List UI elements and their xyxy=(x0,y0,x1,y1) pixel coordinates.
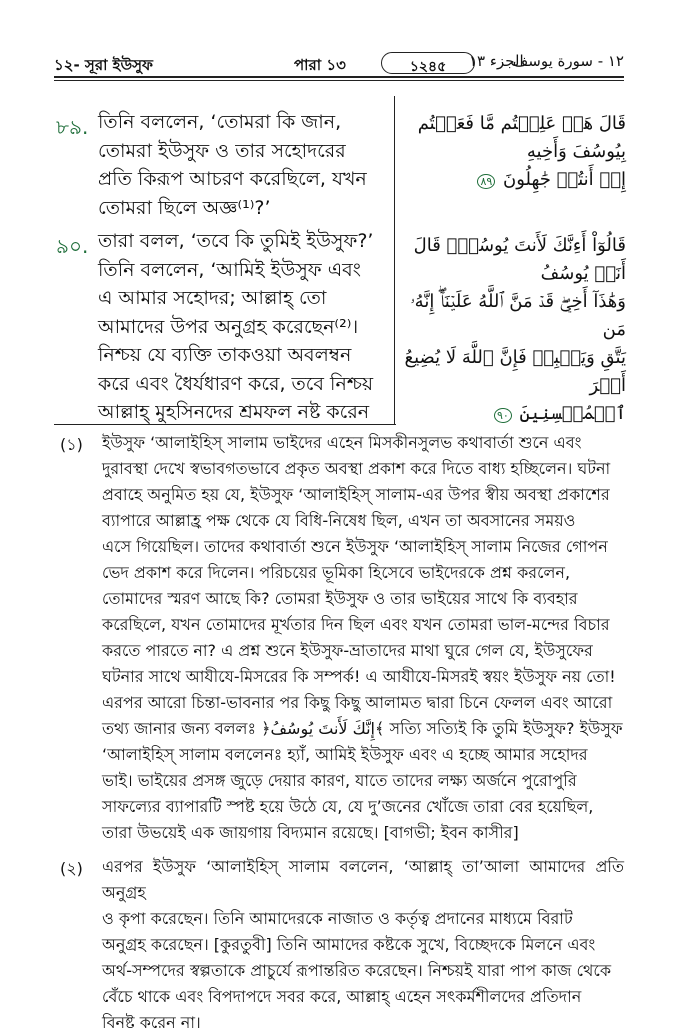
verse-translation xyxy=(98,227,388,427)
footnote-line: এরপর আরো চিন্তা-ভাবনার পর কিছু কিছু আলামত দ্বারা চিনে ফেলল এবং আরো xyxy=(102,693,613,712)
footnote-line: ইউসুফ ‘আলাইহিস্ সালাম ভাইদের এহেন মিসকীনসুলভ কথাবার্তা শুনে এবং xyxy=(102,433,582,452)
footnote-line: অনুগ্রহ করেছেন। [কুরতুবী] তিনি আমাদের কষ্টকে সুখে, বিচ্ছেদকে মিলনে এবং xyxy=(102,935,596,954)
column-divider xyxy=(394,96,395,424)
arabic-line: يَتَّقِ وَيَصۡبِرۡ فَإِنَّ ٱللَّهَ لَا يُضِيعُ أَجۡرَ xyxy=(404,347,626,396)
verse-line: আল্লাহ্ মুহসিনদের শ্রমফল নষ্ট করেন xyxy=(98,401,370,423)
footnote-text xyxy=(102,430,624,846)
arabic-line-text: إِذۡ أَنتُمۡ جَٰهِلُونَ xyxy=(503,169,626,190)
footnote-line: ভেদ প্রকাশ করে দিলেন। পরিচয়ের ভূমিকা হিসেবে ভাইদেরকে প্রশ্ন করলেন, xyxy=(102,563,571,582)
verse-line: প্রতি কিরূপ আচরণ করেছিলে, যখন xyxy=(98,168,367,190)
footnote-number: (২) xyxy=(60,859,83,878)
verse-line: করে এবং ধৈর্যধারণ করে, তবে নিশ্চয় xyxy=(98,372,374,395)
footnote-line: তোমাদের স্মরণ আছে কি? তোমরা ইউসুফ ও তার ভাইয়ের সাথে কি ব্যবহার xyxy=(102,589,578,608)
verse-number: ৮৯. xyxy=(56,115,89,139)
footnote-line: বিনষ্ট করেন না। xyxy=(102,1013,201,1032)
ayah-end-marker: ٩٠ xyxy=(494,408,512,423)
header-rule-thin xyxy=(54,80,624,81)
footnote-line: ‘আলাইহিস্ সালাম বললেনঃ হ্যাঁ, আমিই ইউসুফ এবং এ হচ্ছে আমার সহোদর xyxy=(102,745,588,764)
verse-line: আমাদের উপর অনুগ্রহ করেছেন⁽²⁾। xyxy=(98,315,359,338)
footnote-line: ও কৃপা করেছেন। তিনি আমাদেরকে নাজাত ও কর্তৃত্ব প্রদানের মাধ্যমে বিরাট xyxy=(102,909,573,928)
footnote-line: অর্থ-সম্পদের স্বল্পতাকে প্রাচুর্যে রূপান্তরিত করেছেন। নিশ্চয়ই যারা পাপ কাজ থেকে xyxy=(102,961,612,980)
verse-line: নিশ্চয় যে ব্যক্তি তাকওয়া অবলম্বন xyxy=(98,344,352,366)
verse-line: তিনি বললেন, ‘আমিই ইউসুফ এবং xyxy=(98,258,361,281)
arabic-line: قَالَ هَلۡ عَلِمۡتُم مَّا فَعَلۡتُم بِيُوسُفَ وَأَخِيهِ xyxy=(417,113,626,162)
footnote-line: এরপর ইউসুফ ‘আলাইহিস্ সালাম বললেন, ‘আল্লাহ্ তা’আলা আমাদের প্রতি অনুগ্রহ xyxy=(102,857,624,902)
surah-title-arabic: ١٢ - سورة يوسف xyxy=(512,52,624,70)
arabic-line-text: ٱلۡمُحۡسِنِينَ xyxy=(519,403,626,424)
footnote-line: ভাই। ভাইয়ের প্রসঙ্গ জুড়ে দেয়ার কারণ, যাতে তাদের লক্ষ্য অর্জনে পুরোপুরি xyxy=(102,771,577,790)
page-number: ১২৪৫ xyxy=(409,59,447,75)
verse-translation xyxy=(98,108,388,222)
verse-line: তারা বলল, ‘তবে কি তুমিই ইউসুফ?’ xyxy=(98,230,374,252)
arabic-line: وَهَٰذَآ أَخِيۖ قَدۡ مَنَّ ٱللَّهُ عَلَيۡنَآۖ إِنَّهُۥ مَن xyxy=(410,291,626,340)
footnote-text xyxy=(102,854,624,1036)
verse-line: তিনি বললেন, ‘তোমরা কি জান, xyxy=(98,111,342,133)
footnote-line: দুরাবস্থা দেখে স্বভাবগতভাবে প্রকৃত অবস্থা প্রকাশ করে দিতে বাধ্য হচ্ছিলেন। ঘটনা xyxy=(102,459,611,478)
arabic-line: قَالُوٓاْ أَءِنَّكَ لَأَنتَ يُوسُفُۖ قَالَ أَنَا۠ يُوسُفُ xyxy=(413,235,626,284)
juz-label-arabic: الجزء ١٣ xyxy=(469,52,524,70)
para-label: পারা ১৩ xyxy=(294,56,346,74)
verse-arabic xyxy=(404,110,626,196)
footnote-line: বেঁচে থাকে এবং বিপদাপদে সবর করে, আল্লাহ্ এহেন সৎকর্মশীলদের প্রতিদান xyxy=(102,987,582,1006)
footnote-line: প্রবাহে অনুমিত হয় যে, ইউসুফ ‘আলাইহিস্ সালাম-এর উপর স্বীয় অবস্থা প্রকাশের xyxy=(102,485,610,504)
ayah-end-marker: ٨٩ xyxy=(477,174,495,189)
verse-arabic xyxy=(404,232,626,430)
footnote-line: করেছিলে, যখন তোমাদের মূর্খতার দিন ছিল এবং যখন তোমরা ভাল-মন্দের বিচার xyxy=(102,615,610,634)
header-rule xyxy=(54,76,624,78)
arabic-line xyxy=(404,400,626,430)
footnote-line: তথ্য জানার জন্য বললঃ ﴿إِنَّكَ لَأَنتَ يُوسُفُ﴾ সত্যি সত্যিই কি তুমি ইউসুফ? ইউসুফ xyxy=(102,719,623,738)
verse-number: ৯০. xyxy=(56,234,89,258)
footnote-separator xyxy=(54,424,396,425)
verse-line: তোমরা ইউসুফ ও তার সহোদরের xyxy=(98,139,346,162)
verse-line: এ আমার সহোদর; আল্লাহ্ তো xyxy=(98,287,327,309)
footnote-line: তারা উভয়েই এক জায়গায় বিদ্যমান রয়েছে। [বাগভী; ইবন কাসীর] xyxy=(102,823,519,842)
footnote-line: ঘটনার সাথে আযীযে-মিসরের কি সম্পর্ক! এ আযীযে-মিসরই স্বয়ং ইউসুফ নয় তো! xyxy=(102,667,616,686)
footnote-line: ব্যাপারে আল্লাহ্র পক্ষ থেকে যে বিধি-নিষেধ ছিল, এখন তা অবসানের সময়ও xyxy=(102,511,576,530)
verse-line: তোমরা ছিলে অজ্ঞ⁽¹⁾?’ xyxy=(98,196,271,219)
page-header xyxy=(54,50,624,88)
page-number-box xyxy=(381,52,475,74)
footnote-line: সাফল্যের ব্যাপারটি স্পষ্ট হয়ে উঠে যে, যে দু’জনের খোঁজে তারা বের হয়েছিল, xyxy=(102,797,594,816)
footnote-line: করতে পারতে না? এ প্রশ্ন শুনে ইউসুফ-ভ্রাতাদের মাথা ঘুরে গেল যে, ইউসুফের xyxy=(102,641,593,660)
footnote-line: এসে গিয়েছিল। তাদের কথাবার্তা শুনে ইউসুফ ‘আলাইহিস্ সালাম নিজের গোপন xyxy=(102,537,608,556)
arabic-line xyxy=(404,166,626,196)
footnote-number: (১) xyxy=(60,435,83,454)
surah-title-bengali: ১২- সূরা ইউসুফ xyxy=(54,56,154,74)
